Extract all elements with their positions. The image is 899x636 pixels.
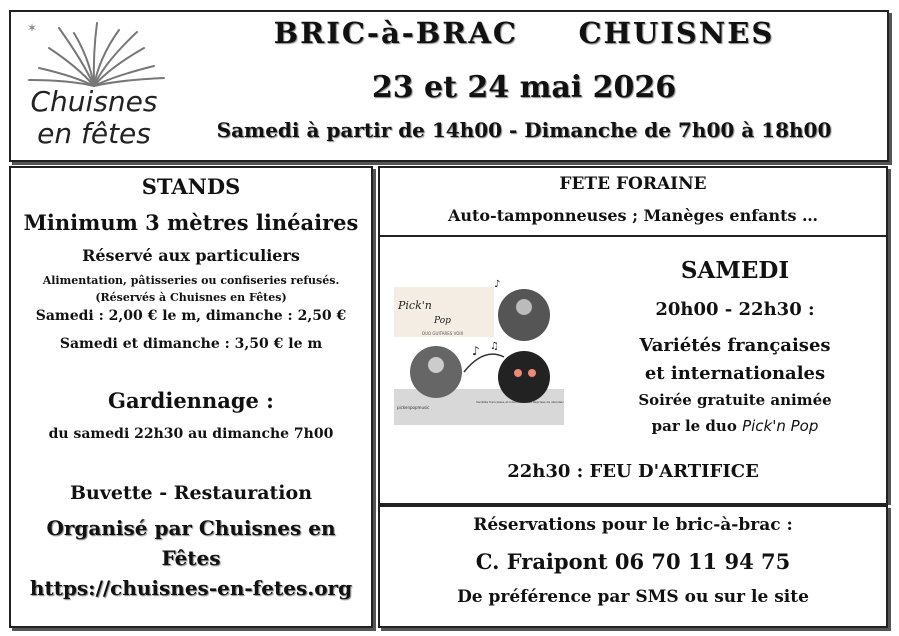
svg-text:♫: ♫ [490,341,499,352]
stands-price-1: Samedi : 2,00 € le m, dimanche : 2,50 € [35,308,347,324]
reservation-phone: C. Fraipont 06 70 11 94 75 [475,549,791,574]
pick-n-pop-flyer-image [394,277,564,427]
fireworks-icon [19,18,169,88]
organiser-line-2: Fêtes [161,546,221,570]
logo-line-2: en fêtes [37,117,151,150]
samedi-line-1: Variétés françaises [639,335,831,356]
samedi-line-3: Soirée gratuite animée [638,391,832,409]
fete-foraine-panel [378,166,888,237]
flyer-logo-1: Pick'n [398,299,432,312]
samedi-heading: SAMEDI [680,257,790,284]
samedi-line-4-prefix: par le duo [651,417,743,435]
stands-price-2: Samedi et dimanche : 3,50 € le m [59,336,323,352]
samedi-line-2: et internationales [644,363,826,384]
samedi-line-4 [580,417,890,435]
chuisnes-en-fetes-logo [19,18,169,158]
flyer-subtitle: DUO GUITARES VOIX [422,331,464,336]
organiser-line-1: Organisé par Chuisnes en [46,516,336,540]
svg-text:✶: ✶ [27,21,38,35]
header-banner [9,10,889,162]
website-link[interactable]: https://chuisnes-en-fetes.org [29,576,353,600]
fireworks-label: 22h30 : FEU D'ARTIFICE [507,461,759,482]
flyer-tag: pickenpopmusic [397,405,430,410]
event-title: BRIC-à-BRAC CHUISNES [273,16,775,50]
duo-name: Pick'n Pop [742,417,819,435]
reservation-panel [378,505,888,628]
stands-reserved-note: (Réservés à Chuisnes en Fêtes) [95,291,287,304]
stands-refused: Alimentation, pâtisseries ou confiseries refusés. [42,274,340,287]
flyer-logo-2: Pop [434,316,451,326]
fete-rides: Auto-tamponneuses ; Manèges enfants … [447,206,819,225]
reservation-line-3: De préférence par SMS ou sur le site [457,587,809,607]
stands-heading: STANDS [141,174,241,199]
svg-text:♪: ♪ [472,344,480,358]
logo-line-1: Chuisnes [30,85,158,118]
guard-heading: Gardiennage : [108,388,274,413]
flyer-caption: Variétés françaises et internationales Reprises de standards [476,400,564,404]
samedi-time: 20h00 - 22h30 : [655,299,815,320]
samedi-panel [378,237,888,505]
event-dates: 23 et 24 mai 2026 [371,70,677,105]
stands-minimum: Minimum 3 mètres linéaires [23,210,359,235]
guard-time: du samedi 22h30 au dimanche 7h00 [48,426,334,442]
buvette-label: Buvette - Restauration [69,482,313,504]
fete-heading: FETE FORAINE [559,174,707,194]
stands-panel [9,166,373,628]
reservation-line-1: Réservations pour le bric-à-brac : [473,515,793,535]
stands-reserved: Réservé aux particuliers [82,246,300,265]
svg-text:♪: ♪ [494,279,501,290]
event-hours: Samedi à partir de 14h00 - Dimanche de 7h00 à 18h00 [216,118,832,142]
